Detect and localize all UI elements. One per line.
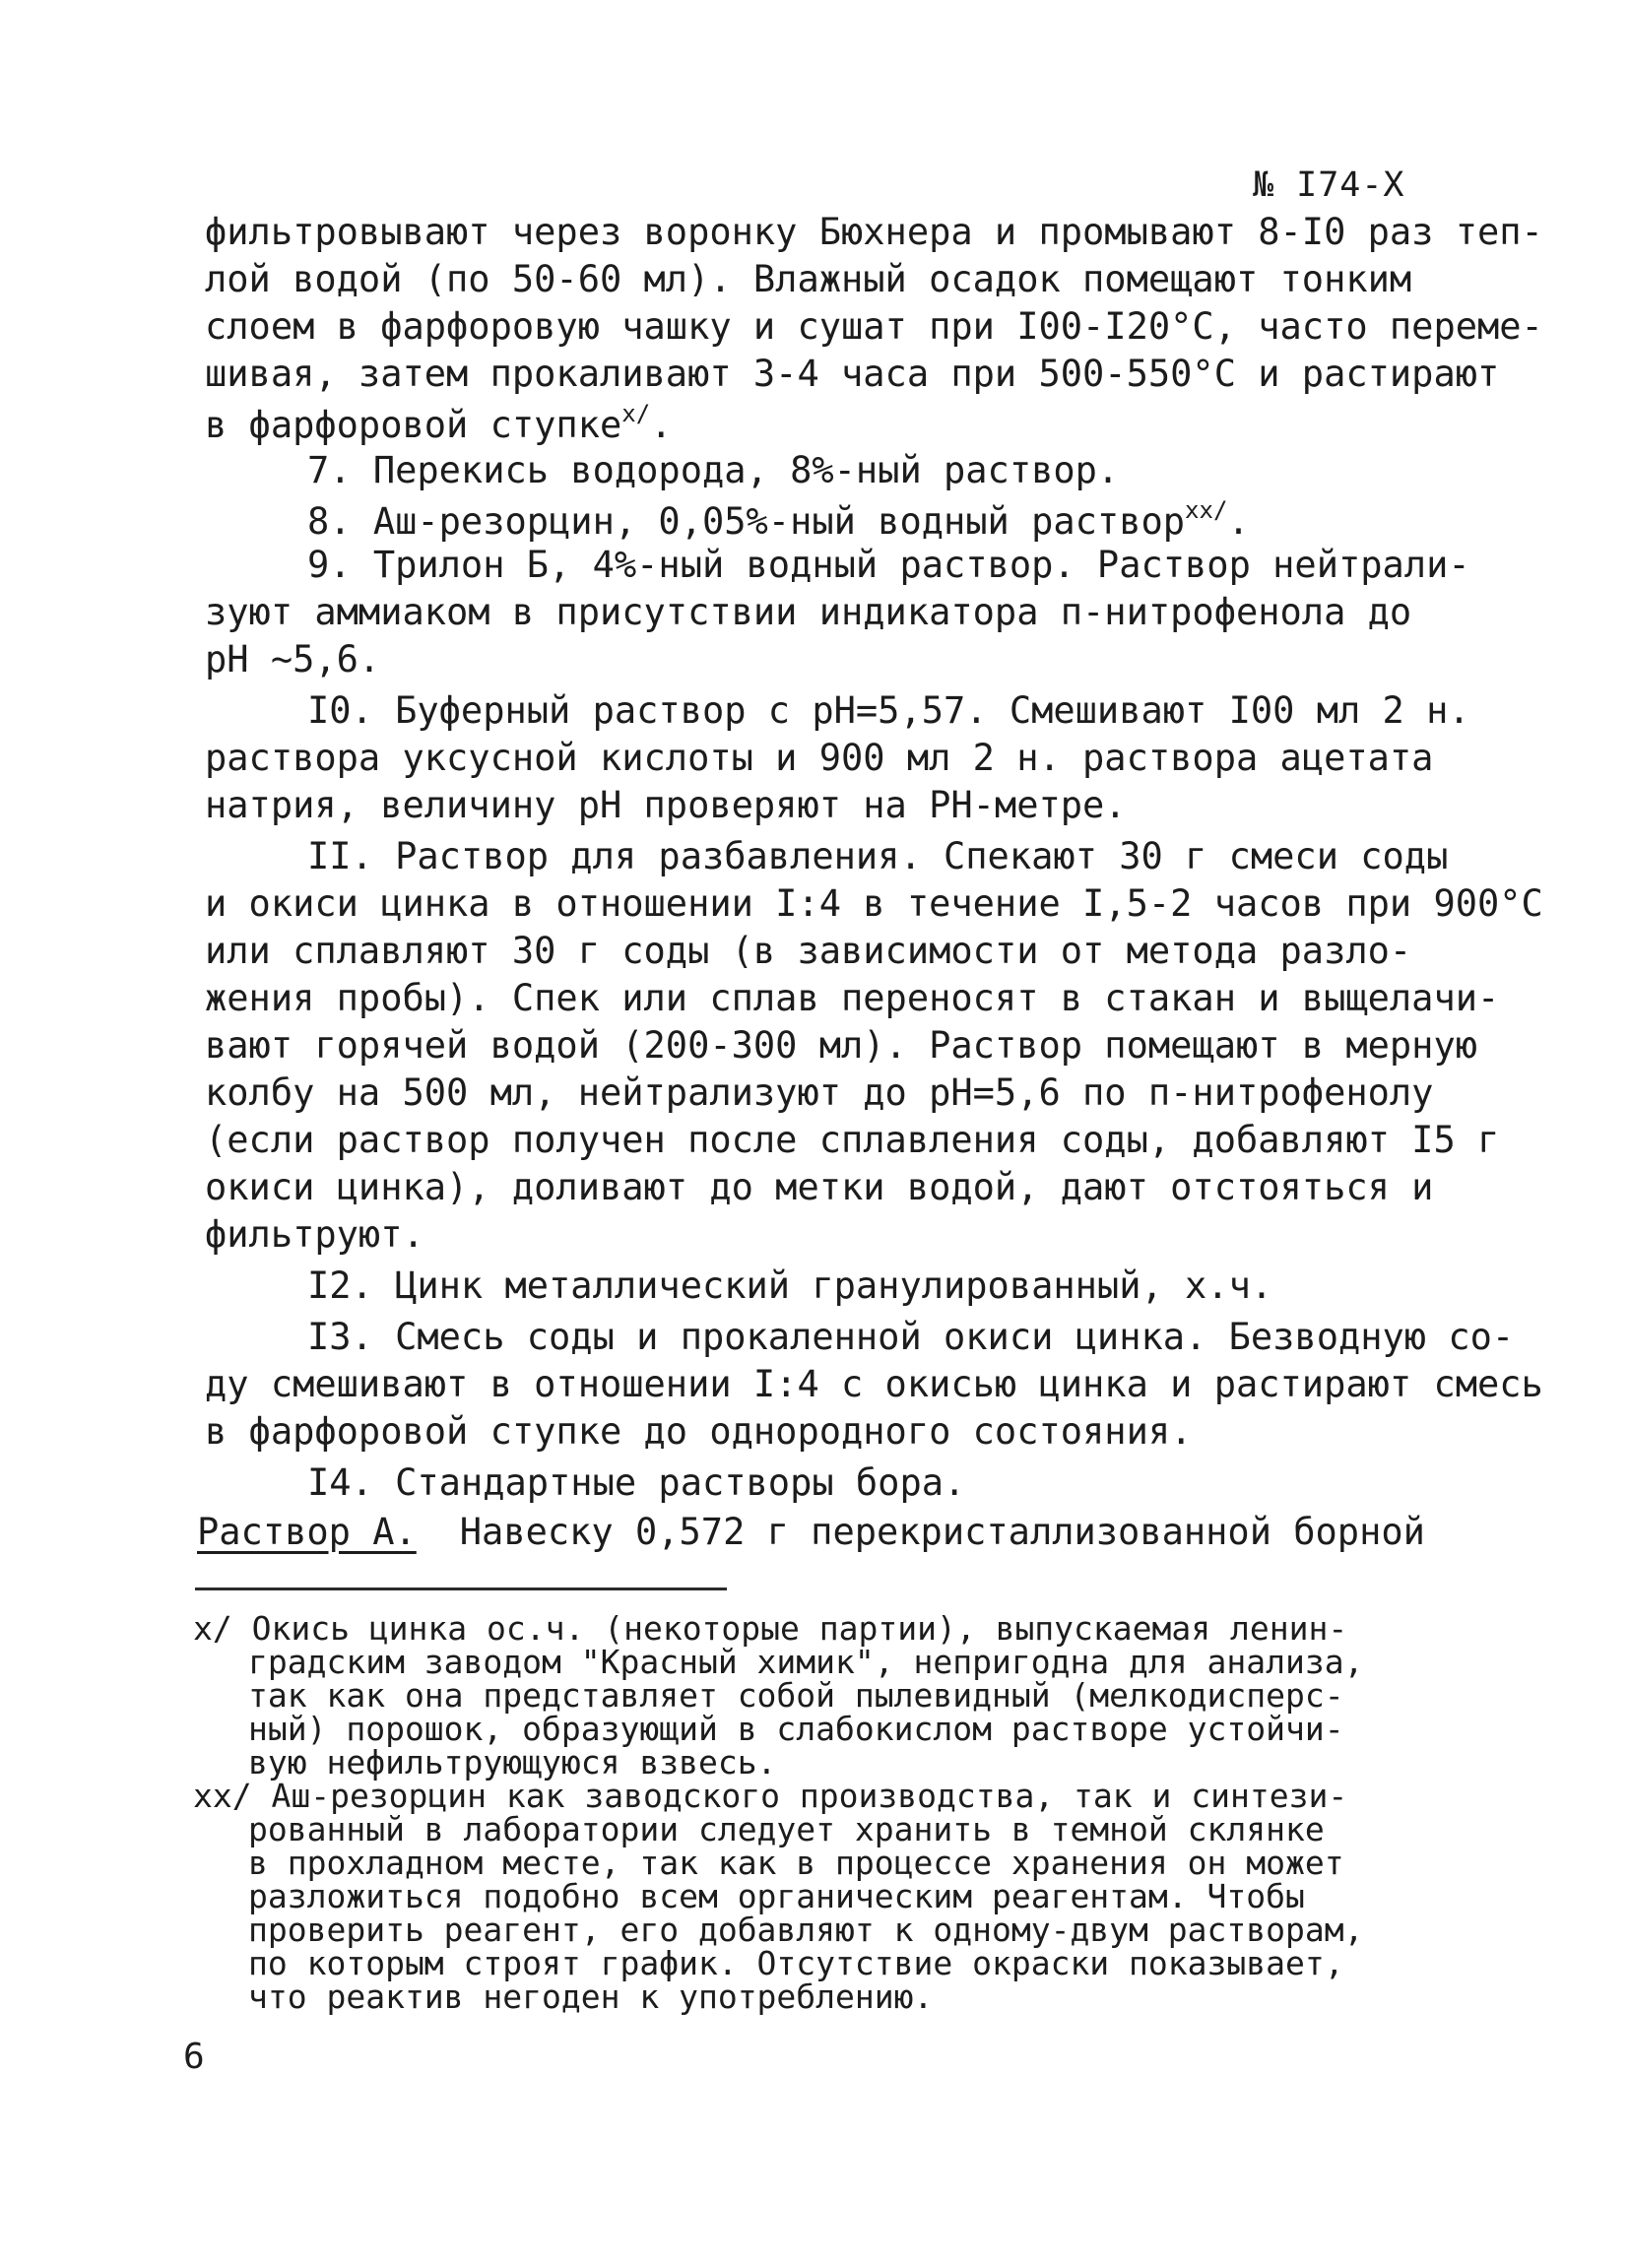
solution-label: Раствор А. bbox=[197, 1511, 417, 1553]
page-number: 6 bbox=[183, 2037, 205, 2077]
punctuation: . bbox=[1227, 500, 1250, 543]
body-line-with-footnote bbox=[205, 400, 672, 446]
body-line: или сплавляют 30 г соды (в зависимости от метода разло- bbox=[205, 930, 1412, 972]
body-line: фильтруют. bbox=[205, 1213, 424, 1256]
solution-line bbox=[197, 1511, 1425, 1553]
list-item: 9. Трилон Б, 4%-ный водный раствор. Раствор нейтрали- bbox=[307, 544, 1470, 586]
body-line: pH ~5,6. bbox=[205, 638, 381, 680]
body-line: вают горячей водой (200-300 мл). Раствор помещают в мерную bbox=[205, 1024, 1478, 1067]
footnote-line: рованный в лаборатории следует хранить в темной склянке bbox=[248, 1810, 1325, 1848]
footnote-line: по которым строят график. Отсутствие окраски показывает, bbox=[248, 1944, 1344, 1982]
body-line: жения пробы). Спек или сплав переносят в стакан и выщелачи- bbox=[205, 977, 1500, 1019]
list-item: I0. Буферный раствор с pH=5,57. Смешивают I00 мл 2 н. bbox=[307, 689, 1470, 732]
document-number: № I74-X bbox=[1253, 165, 1405, 205]
body-line: лой водой (по 50-60 мл). Влажный осадок помещают тонким bbox=[205, 258, 1412, 300]
body-line: в фарфоровой ступке до однородного состояния. bbox=[205, 1410, 1193, 1453]
list-item: 7. Перекись водорода, 8%-ный раствор. bbox=[307, 449, 1120, 491]
body-line: слоем в фарфоровую чашку и сушат при I00-I20°С, часто переме- bbox=[205, 305, 1543, 348]
footnote-line: в прохладном месте, так как в процессе хранения он может bbox=[248, 1844, 1344, 1882]
body-line: шивая, затем прокаливают 3-4 часа при 500-550°С и растирают bbox=[205, 353, 1500, 395]
footnote-line: проверить реагент, его добавляют к одному-двум растворам, bbox=[248, 1911, 1364, 1949]
footnote-line: xx/ Аш-резорцин как заводского производства, так и синтези- bbox=[193, 1777, 1348, 1815]
footnote-line: вую нефильтрующуюся взвесь. bbox=[248, 1743, 777, 1782]
list-item: II. Раствор для разбавления. Спекают 30 г смеси соды bbox=[307, 835, 1449, 877]
footnote-line: градским заводом "Красный химик", непригодна для анализа, bbox=[248, 1643, 1364, 1681]
footnote-line: разложиться подобно всем органическим реагентам. Чтобы bbox=[248, 1877, 1305, 1915]
punctuation: . bbox=[650, 404, 673, 446]
body-line-text: в фарфоровой ступке bbox=[205, 404, 622, 446]
body-line: фильтровывают через воронку Бюхнера и промывают 8-I0 раз теп- bbox=[205, 211, 1543, 253]
body-line: ду смешивают в отношении I:4 с окисью цинка и растирают смесь bbox=[205, 1363, 1543, 1405]
footnote-marker: x/ bbox=[621, 400, 651, 427]
body-line: (если раствор получен после сплавления соды, добавляют I5 г bbox=[205, 1119, 1500, 1161]
list-item: I4. Стандартные растворы бора. bbox=[307, 1461, 966, 1504]
footnote-line: ный) порошок, образующий в слабокислом растворе устойчи- bbox=[248, 1710, 1344, 1748]
list-item-text: 8. Аш-резорцин, 0,05%-ный водный раствор bbox=[307, 500, 1186, 543]
solution-text: Навеску 0,572 г перекристаллизованной борной bbox=[459, 1511, 1425, 1553]
body-line: раствора уксусной кислоты и 900 мл 2 н. раствора ацетата bbox=[205, 737, 1434, 779]
footnote-line: x/ Окись цинка ос.ч. (некоторые партии), выпускаемая ленин- bbox=[193, 1609, 1348, 1648]
body-line: колбу на 500 мл, нейтрализуют до pH=5,6 по п-нитрофенолу bbox=[205, 1071, 1434, 1114]
body-line: натрия, величину pH проверяют на PH-метре. bbox=[205, 784, 1127, 826]
footnote-marker: xx/ bbox=[1185, 496, 1228, 524]
body-line: зуют аммиаком в присутствии индикатора п-нитрофенола до bbox=[205, 591, 1412, 633]
footnote-divider bbox=[195, 1588, 727, 1590]
body-line: окиси цинка), доливают до метки водой, дают отстояться и bbox=[205, 1166, 1434, 1208]
body-line: и окиси цинка в отношении I:4 в течение I,5-2 часов при 900°С bbox=[205, 882, 1543, 925]
footnote-line: так как она представляет собой пылевидный (мелкодисперс- bbox=[248, 1676, 1344, 1715]
list-item: I2. Цинк металлический гранулированный, х.ч. bbox=[307, 1264, 1273, 1307]
list-item: I3. Смесь соды и прокаленной окиси цинка. Безводную со- bbox=[307, 1316, 1515, 1358]
list-item-with-footnote bbox=[307, 496, 1250, 543]
footnote-line: что реактив негоден к употреблению. bbox=[248, 1977, 934, 2016]
